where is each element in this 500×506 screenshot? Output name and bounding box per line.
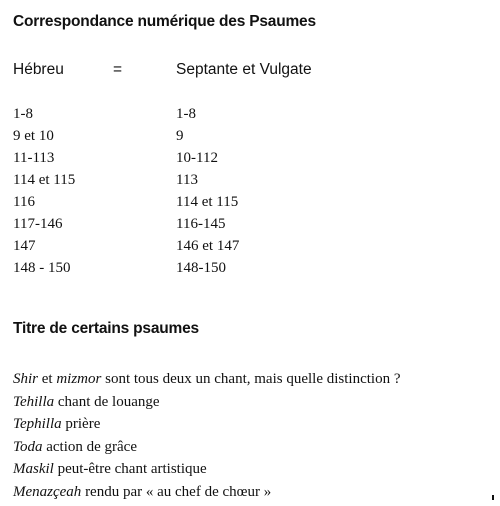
hebrew-number: 148 - 150 <box>13 260 71 276</box>
list-item <box>13 413 400 436</box>
hebrew-term: Toda <box>13 438 43 455</box>
list-item <box>13 391 400 414</box>
hebrew-number: 11-113 <box>13 150 55 166</box>
hebrew-number: 1-8 <box>13 106 33 122</box>
septuagint-number: 148-150 <box>176 260 226 276</box>
hebrew-number: 147 <box>13 238 36 254</box>
psalm-titles-list <box>13 368 400 503</box>
section-title-correspondance: Correspondance numérique des Psaumes <box>13 13 316 30</box>
hebrew-term: Maskil <box>13 461 54 477</box>
hebrew-number: 114 et 115 <box>13 172 76 188</box>
hebrew-term: Shir <box>13 371 39 387</box>
septuagint-number: 114 et 115 <box>176 194 239 210</box>
correspondence-table <box>0 103 500 279</box>
term-description: chant de louange <box>54 393 160 410</box>
column-header-septuagint-vulgate: Septante et Vulgate <box>176 61 312 78</box>
table-row <box>0 191 500 213</box>
hebrew-number: 116 <box>13 194 35 210</box>
hebrew-term: Tephilla <box>13 416 62 432</box>
equals-sign: = <box>113 61 123 78</box>
table-row <box>0 235 500 257</box>
table-row <box>0 125 500 147</box>
list-item <box>13 458 400 481</box>
hebrew-term: Menazçeah <box>13 483 82 500</box>
table-row <box>0 257 500 279</box>
section-title-psalm-titles: Titre de certains psaumes <box>13 320 199 337</box>
term-description: action de grâce <box>42 438 137 455</box>
septuagint-number: 9 <box>176 128 184 144</box>
list-item <box>13 368 400 391</box>
term-description: rendu par « au chef de chœur » <box>81 483 272 500</box>
septuagint-number: 1-8 <box>176 106 196 122</box>
column-header-hebrew: Hébreu <box>13 61 64 78</box>
term-description: peut-être chant artistique <box>53 461 207 477</box>
hebrew-number: 9 et 10 <box>13 128 54 144</box>
connector-text: et <box>38 371 57 387</box>
septuagint-number: 113 <box>176 172 198 188</box>
hebrew-term: Tehilla <box>13 393 55 410</box>
septuagint-number: 10-112 <box>176 150 218 166</box>
term-description: sont tous deux un chant, mais quelle distinction ? <box>101 371 401 387</box>
scan-mark <box>492 495 494 500</box>
hebrew-term: mizmor <box>56 371 102 387</box>
table-row <box>0 169 500 191</box>
list-item <box>13 436 400 459</box>
hebrew-number: 117-146 <box>13 216 63 232</box>
septuagint-number: 146 et 147 <box>176 238 240 254</box>
table-row <box>0 213 500 235</box>
list-item <box>13 481 400 504</box>
septuagint-number: 116-145 <box>176 216 226 232</box>
table-row <box>0 103 500 125</box>
table-row <box>0 147 500 169</box>
term-description: prière <box>61 416 101 432</box>
